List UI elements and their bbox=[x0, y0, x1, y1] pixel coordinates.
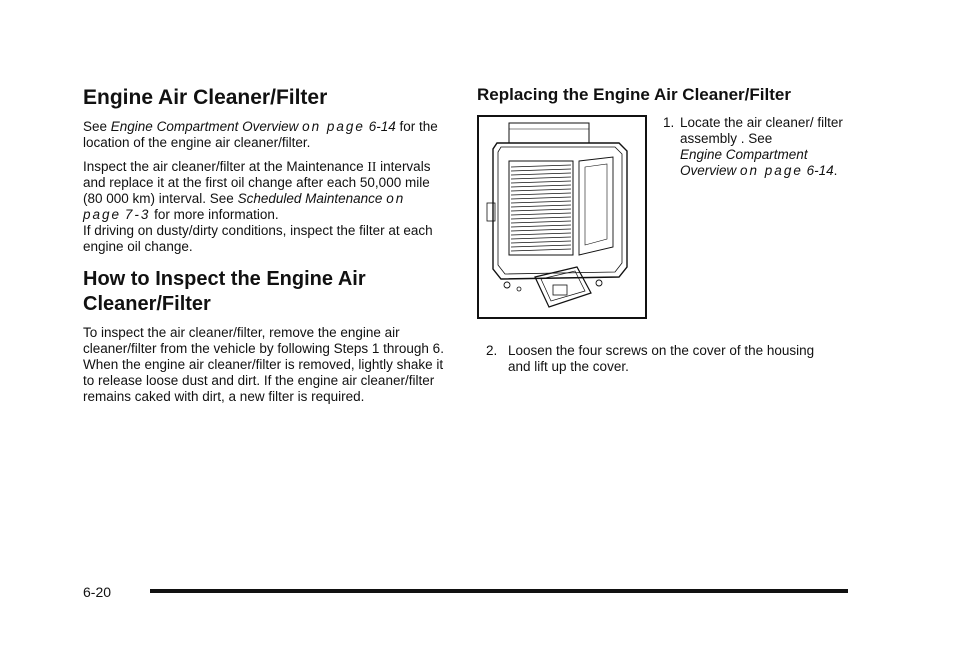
right-column-heading bbox=[477, 84, 857, 106]
location-paragraph: See Engine Compartment Overview on page 6-14 for the location of the engine air cleaner/filter. bbox=[83, 119, 438, 150]
dusty-conditions-paragraph: If driving on dusty/dirty conditions, inspect the filter at each engine oil change. bbox=[83, 223, 433, 254]
step-2-text: Loosen the four screws on the cover of the housing and lift up the cover. bbox=[508, 343, 815, 374]
step-1-text: Locate the air cleaner/ filter assembly . See Engine Compartment Overview on page 6-14. bbox=[680, 115, 843, 178]
maintenance-symbol: II bbox=[367, 159, 377, 174]
footer-rule bbox=[150, 589, 848, 593]
inspection-interval-paragraph: Inspect the air cleaner/filter at the Maintenance II intervals and replace it at the first oil change after each 50,000 mile (80 000 km) interval. See Scheduled Maintenance on page 7-3 for more information. bbox=[83, 159, 431, 222]
step-2 bbox=[486, 343, 816, 375]
subsection-title: How to Inspect the Engine Air Cleaner/Filter bbox=[83, 268, 366, 315]
engine-compartment-link-2[interactable]: Engine Compartment Overview on page 6-14 bbox=[680, 147, 834, 178]
air-cleaner-illustration bbox=[477, 115, 647, 319]
replacing-title: Replacing the Engine Air Cleaner/Filter bbox=[477, 85, 791, 104]
step-1-number: 1. bbox=[663, 115, 675, 130]
air-cleaner-housing-drawing bbox=[479, 117, 645, 317]
page-number: 6-20 bbox=[83, 584, 112, 600]
step-1 bbox=[663, 115, 853, 179]
engine-compartment-link[interactable]: Engine Compartment Overview on page 6-14 bbox=[110, 119, 396, 134]
scheduled-maintenance-link[interactable]: Scheduled Maintenance on page 7-3 bbox=[83, 191, 406, 222]
inspect-instructions-paragraph: To inspect the air cleaner/filter, remove the engine air cleaner/filter from the vehicle by following Steps 1 through 6. When the engine air cleaner/filter is removed, lightly shake it to release loose dust and dirt. If the engine air cleaner/filter remains caked with dirt, a new filter is required. bbox=[83, 325, 444, 404]
left-column bbox=[83, 84, 448, 405]
step-2-number: 2. bbox=[486, 343, 498, 358]
section-title: Engine Air Cleaner/Filter bbox=[83, 86, 328, 109]
